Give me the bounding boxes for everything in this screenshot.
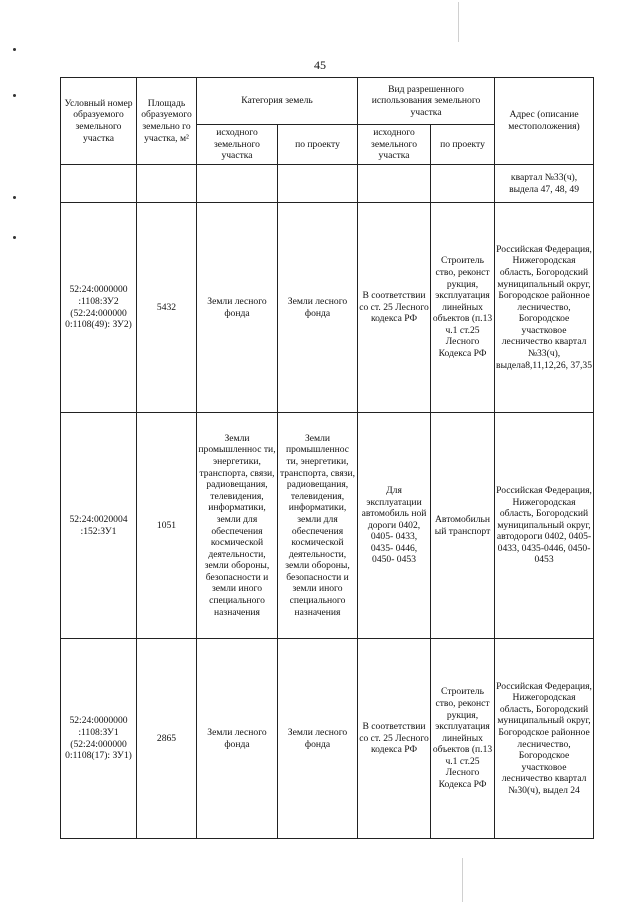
header-permitted-use: Вид разрешенного использования земельного участка: [358, 78, 495, 125]
header-area: Площадь образуемого земельно го участка, м²: [137, 78, 197, 165]
cell-category-proposed: Земли лесного фонда: [278, 639, 358, 839]
cell-number: 52:24:0000000 :1108:ЗУ1 (52:24:000000 0:1108(17): ЗУ1): [61, 639, 137, 839]
cell-area: 2865: [137, 639, 197, 839]
cell-category-original: [197, 165, 278, 203]
subheader-category-proposed: по проекту: [278, 125, 358, 165]
cell-use-original: Для эксплуатации автомобиль ной дороги 0402, 0405- 0433, 0435- 0446, 0450- 0453: [358, 413, 431, 639]
header-row: [61, 78, 594, 125]
cell-use-original: [358, 165, 431, 203]
header-cadastral-number: Условный номер образуемого земельного участка: [61, 78, 137, 165]
subheader-use-proposed: по проекту: [431, 125, 495, 165]
cell-category-original: Земли промышленнос ти, энергетики, транспорта, связи, радиовещания, телевидения, информатики, земли для обеспечения космической деятельности, земли обороны, безопасности и земли иного специального назначения: [197, 413, 278, 639]
cell-number: [61, 165, 137, 203]
land-plots-table: [60, 77, 594, 839]
cell-use-original: В соответствии со ст. 25 Лесного кодекса РФ: [358, 639, 431, 839]
cell-use-proposed: Автомобильн ый транспорт: [431, 413, 495, 639]
cell-use-proposed: Строитель ство, реконст рукция, эксплуатация линейных объектов (п.13 ч.1 ст.25 Лесного Кодекса РФ: [431, 203, 495, 413]
cell-address: Российская Федерация, Нижегородская область, Богородский муниципальный округ, Богородское районное лесничество, Богородское участковое лесничество квартал №33(ч), выдела8,11,12,26, 37,35: [495, 203, 594, 413]
cell-address: Российская Федерация, Нижегородская область, Богородский муниципальный округ, Богородское районное лесничество, Богородское участковое лесничество квартал №30(ч), выдел 24: [495, 639, 594, 839]
header-address: Адрес (описание местоположения): [495, 78, 594, 165]
cell-use-original: В соответствии со ст. 25 Лесного кодекса РФ: [358, 203, 431, 413]
table-row: [61, 413, 594, 639]
cell-category-original: Земли лесного фонда: [197, 639, 278, 839]
cell-area: [137, 165, 197, 203]
cell-address: Российская Федерация, Нижегородская область, Богородский муниципальный округ, автодороги 0402, 0405- 0433, 0435-0446, 0450-0453: [495, 413, 594, 639]
table-row: [61, 165, 594, 203]
subheader-use-original: исходного земельного участка: [358, 125, 431, 165]
scan-artifact-line: [458, 2, 459, 42]
scan-artifact-line: [462, 858, 463, 902]
header-land-category: Категория земель: [197, 78, 358, 125]
cell-area: 5432: [137, 203, 197, 413]
cell-use-proposed: Строитель ство, реконст рукция, эксплуатация линейных объектов (п.13 ч.1 ст.25 Лесного Кодекса РФ: [431, 639, 495, 839]
scan-speck: [13, 94, 16, 97]
scan-speck: [13, 196, 16, 199]
scan-speck: [13, 236, 16, 239]
cell-category-proposed: Земли промышленнос ти, энергетики, транспорта, связи, радиовещания, телевидения, информатики, земли для обеспечения космической деятельности, земли обороны, безопасности и земли иного специального назначения: [278, 413, 358, 639]
cell-category-proposed: [278, 165, 358, 203]
cell-number: 52:24:0000000 :1108:ЗУ2 (52:24:000000 0:1108(49): ЗУ2): [61, 203, 137, 413]
cell-category-original: Земли лесного фонда: [197, 203, 278, 413]
cell-category-proposed: Земли лесного фонда: [278, 203, 358, 413]
page-number: 45: [314, 58, 326, 72]
subheader-category-original: исходного земельного участка: [197, 125, 278, 165]
table-row: [61, 203, 594, 413]
cell-use-proposed: [431, 165, 495, 203]
table-row: [61, 639, 594, 839]
scan-speck: [13, 48, 16, 51]
cell-area: 1051: [137, 413, 197, 639]
cell-address: квартал №33(ч), выдела 47, 48, 49: [495, 165, 594, 203]
cell-number: 52:24:0020004 :152:ЗУ1: [61, 413, 137, 639]
